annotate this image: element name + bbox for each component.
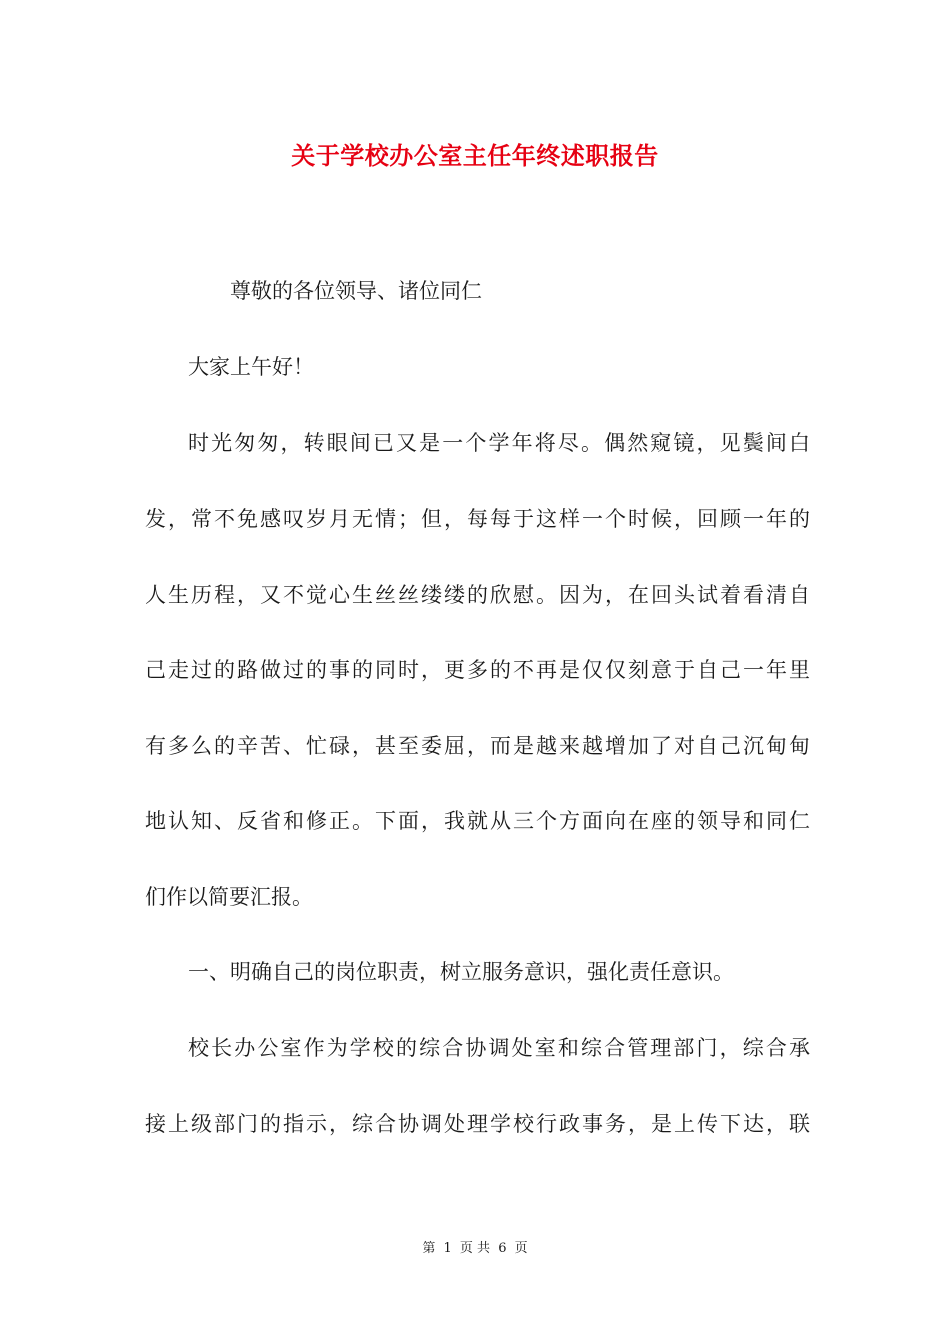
paragraph-line: 时光匆匆，转眼间已又是一个学年将尽。偶然窥镜，见鬓间白 bbox=[188, 431, 810, 455]
section-heading: 一、明确自己的岗位职责，树立服务意识，强化责任意识。 bbox=[188, 960, 734, 984]
paragraph-line: 地认知、反省和修正。下面，我就从三个方面向在座的领导和同仁 bbox=[145, 809, 810, 833]
paragraph-line: 己走过的路做过的事的同时，更多的不再是仅仅刻意于自己一年里 bbox=[145, 658, 810, 682]
paragraph-line: 发，常不免感叹岁月无情；但，每每于这样一个时候，回顾一年的 bbox=[145, 507, 810, 531]
footer-mid: 页 共 bbox=[459, 1241, 491, 1256]
paragraph-line: 校长办公室作为学校的综合协调处室和综合管理部门，综合承 bbox=[188, 1036, 810, 1060]
paragraph-line: 有多么的辛苦、忙碌，甚至委屈，而是越来越增加了对自己沉甸甸 bbox=[145, 734, 810, 758]
paragraph-line: 人生历程，又不觉心生丝丝缕缕的欣慰。因为，在回头试着看清自 bbox=[145, 583, 810, 607]
footer-suffix: 页 bbox=[514, 1241, 528, 1256]
page-footer bbox=[0, 1237, 950, 1256]
paragraph-line: 接上级部门的指示，综合协调处理学校行政事务，是上传下达，联 bbox=[145, 1112, 810, 1136]
footer-prefix: 第 bbox=[422, 1241, 436, 1256]
footer-page-total: 6 bbox=[498, 1241, 507, 1256]
document-title: 关于学校办公室主任年终述职报告 bbox=[291, 141, 659, 170]
footer-page-number: 1 bbox=[443, 1241, 452, 1256]
salutation-line: 尊敬的各位领导、诸位同仁 bbox=[230, 279, 482, 303]
greeting-line: 大家上午好！ bbox=[188, 355, 314, 379]
paragraph-line: 们作以简要汇报。 bbox=[145, 885, 313, 909]
